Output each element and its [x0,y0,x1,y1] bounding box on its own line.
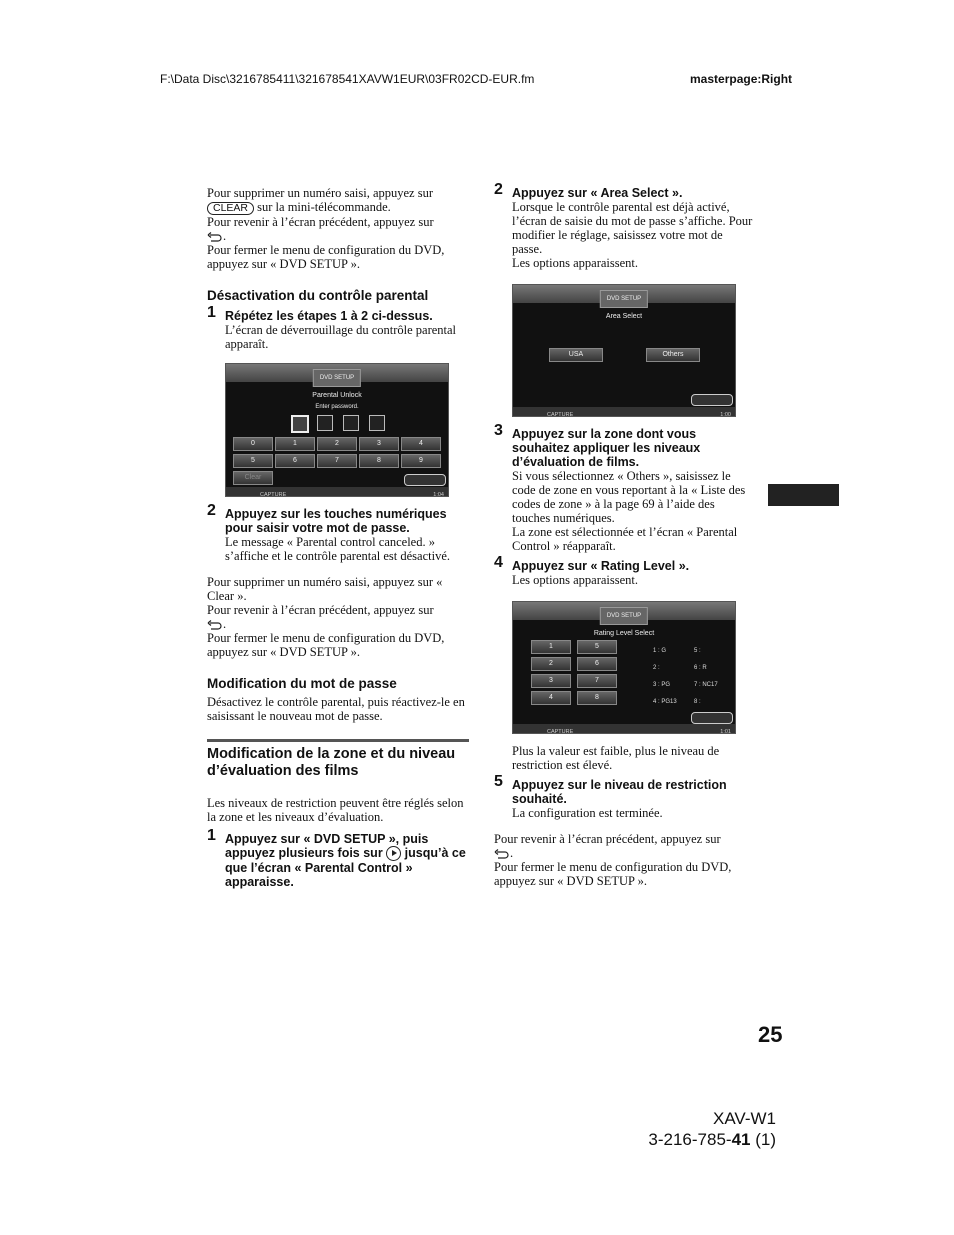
step-5-area: 5 Appuyez sur le niveau de restriction souhaité. La configuration est terminée. [494,773,727,820]
screen-title: Parental Unlock [312,392,362,399]
usa-option: USA [549,348,603,362]
password-body: Désactivez le contrôle parental, puis réactivez-le en saisissant le nouveau mot de passe. [207,695,465,723]
rating-key-4: 4 [531,691,571,705]
key-0: 0 [233,437,273,451]
rating-key-2: 2 [531,657,571,671]
step-2-area: 2 Appuyez sur « Area Select ». Lorsque le contrôle parental est déjà activé, l’écran de saisie du mot de passe s’affiche. Pour modifier le réglage, saisissez votre mot de passe. Les options apparaissent. [494,181,753,270]
clear-key: CLEAR [207,202,254,215]
right-column [494,181,754,888]
level-label: 7 : NC17 [694,682,718,688]
section-title-password: Modification du mot de passe [207,676,397,691]
level-label: 4 : PG13 [653,699,677,705]
others-option: Others [646,348,700,362]
disable-notes: Pour supprimer un numéro saisi, appuyez sur « Clear ». Pour revenir à l’écran précédent, appuyez sur . Pour fermer le menu de configuration du DVD, appuyez sur « DVD SETUP ». [207,575,445,659]
clear-key-screen: Clear [233,471,273,485]
header-masterpage: masterpage:Right [690,72,793,86]
return-icon [494,849,510,859]
key-3: 3 [359,437,399,451]
key-8: 8 [359,454,399,468]
key-6: 6 [275,454,315,468]
step-2-disable: 2 Appuyez sur les touches numériques pour saisir votre mot de passe. Le message « Parental control canceled. » s’affiche et le contrôle parental est désactivé. [207,502,451,563]
area-select-screen: DVD SETUP Area Select USA Others CAPTURE 1:00 [512,284,736,417]
restriction-note: Plus la valeur est faible, plus le niveau de restriction est élevé. [512,744,720,772]
area-body: Les niveaux de restriction peuvent être réglés selon la zone et les niveaux d’évaluation. [207,796,464,824]
parental-unlock-screen: DVD SETUP Parental Unlock Enter password. 0 1 2 3 4 5 6 7 8 9 Clear CAPTURE 1:04 [225,363,449,497]
level-label: 6 : R [694,665,707,671]
level-label: 3 : PG [653,682,671,688]
section-tab-marker [768,484,839,506]
screen-title: Rating Level Select [593,630,655,637]
screen-title: Area Select [605,313,643,320]
return-icon [404,474,446,486]
return-icon [691,394,733,406]
rating-key-8: 8 [577,691,617,705]
closing-notes: Pour revenir à l’écran précédent, appuyez sur . Pour fermer le menu de configuration du DVD, appuyez sur « DVD SETUP ». [494,832,732,888]
rating-key-3: 3 [531,674,571,688]
level-label: 5 : [694,648,701,654]
key-9: 9 [401,454,441,468]
return-icon [207,232,223,242]
rating-key-7: 7 [577,674,617,688]
return-icon [207,620,223,630]
key-7: 7 [317,454,357,468]
step-1-area: 1 Appuyez sur « DVD SETUP », puis appuyez plusieurs fois sur jusqu’à ce que l’écran « Parental Control » apparaisse. [207,827,466,890]
rating-key-5: 5 [577,640,617,654]
rating-level-screen: DVD SETUP Rating Level Select 1 5 2 6 3 7 4 8 1 : G 2 : 3 : PG 4 : PG13 5 : 6 : R 7 : NC17 8 : CAPTURE 1:01 [512,601,736,734]
return-icon [691,712,733,724]
step-3-area: 3 Appuyez sur la zone dont vous souhaitez appliquer les niveaux d’évaluation de films. Si vous sélectionnez « Others », saisissez le code de zone en vous reportant à la « Liste des codes de zone » à la page 69 à l’aide des touches numériques. La zone est sélectionnée et l’écran « Parental Control » réapparaît. [494,422,746,553]
password-box [291,415,309,433]
key-4: 4 [401,437,441,451]
section-title-disable: Désactivation du contrôle parental [207,288,429,303]
page-number: 25 [758,1022,783,1047]
level-label: 2 : [653,665,660,671]
model-code: XAV-W1 3-216-785-41 (1) [648,1109,776,1149]
section-title-area: Modification de la zone et du niveau d’évaluation des films [207,739,469,780]
screen-tab: DVD SETUP [313,369,361,387]
password-box [343,415,359,431]
rating-key-6: 6 [577,657,617,671]
rating-key-1: 1 [531,640,571,654]
step-4-area: 4 Appuyez sur « Rating Level ». Les options apparaissent. [494,554,690,587]
step-1-disable: 1 Répétez les étapes 1 à 2 ci-dessus. L’écran de déverrouillage du contrôle parental apparaît. [207,304,457,351]
level-label: 8 : [694,699,701,705]
password-box [317,415,333,431]
screen-subtitle: Enter password. [315,404,359,410]
left-column [207,186,469,889]
level-label: 1 : G [653,648,667,654]
play-icon [386,846,401,861]
intro-text: Pour supprimer un numéro saisi, appuyez sur CLEAR sur la mini-télécommande. Pour revenir à l’écran précédent, appuyez sur . Pour fermer le menu de configuration du DVD, appuyez sur « DVD SETUP ». [207,186,445,271]
header-path: F:\Data Disc\3216785411\321678541XAVW1EUR\03FR02CD-EUR.fm [160,72,535,86]
password-box [369,415,385,431]
key-1: 1 [275,437,315,451]
key-2: 2 [317,437,357,451]
key-5: 5 [233,454,273,468]
